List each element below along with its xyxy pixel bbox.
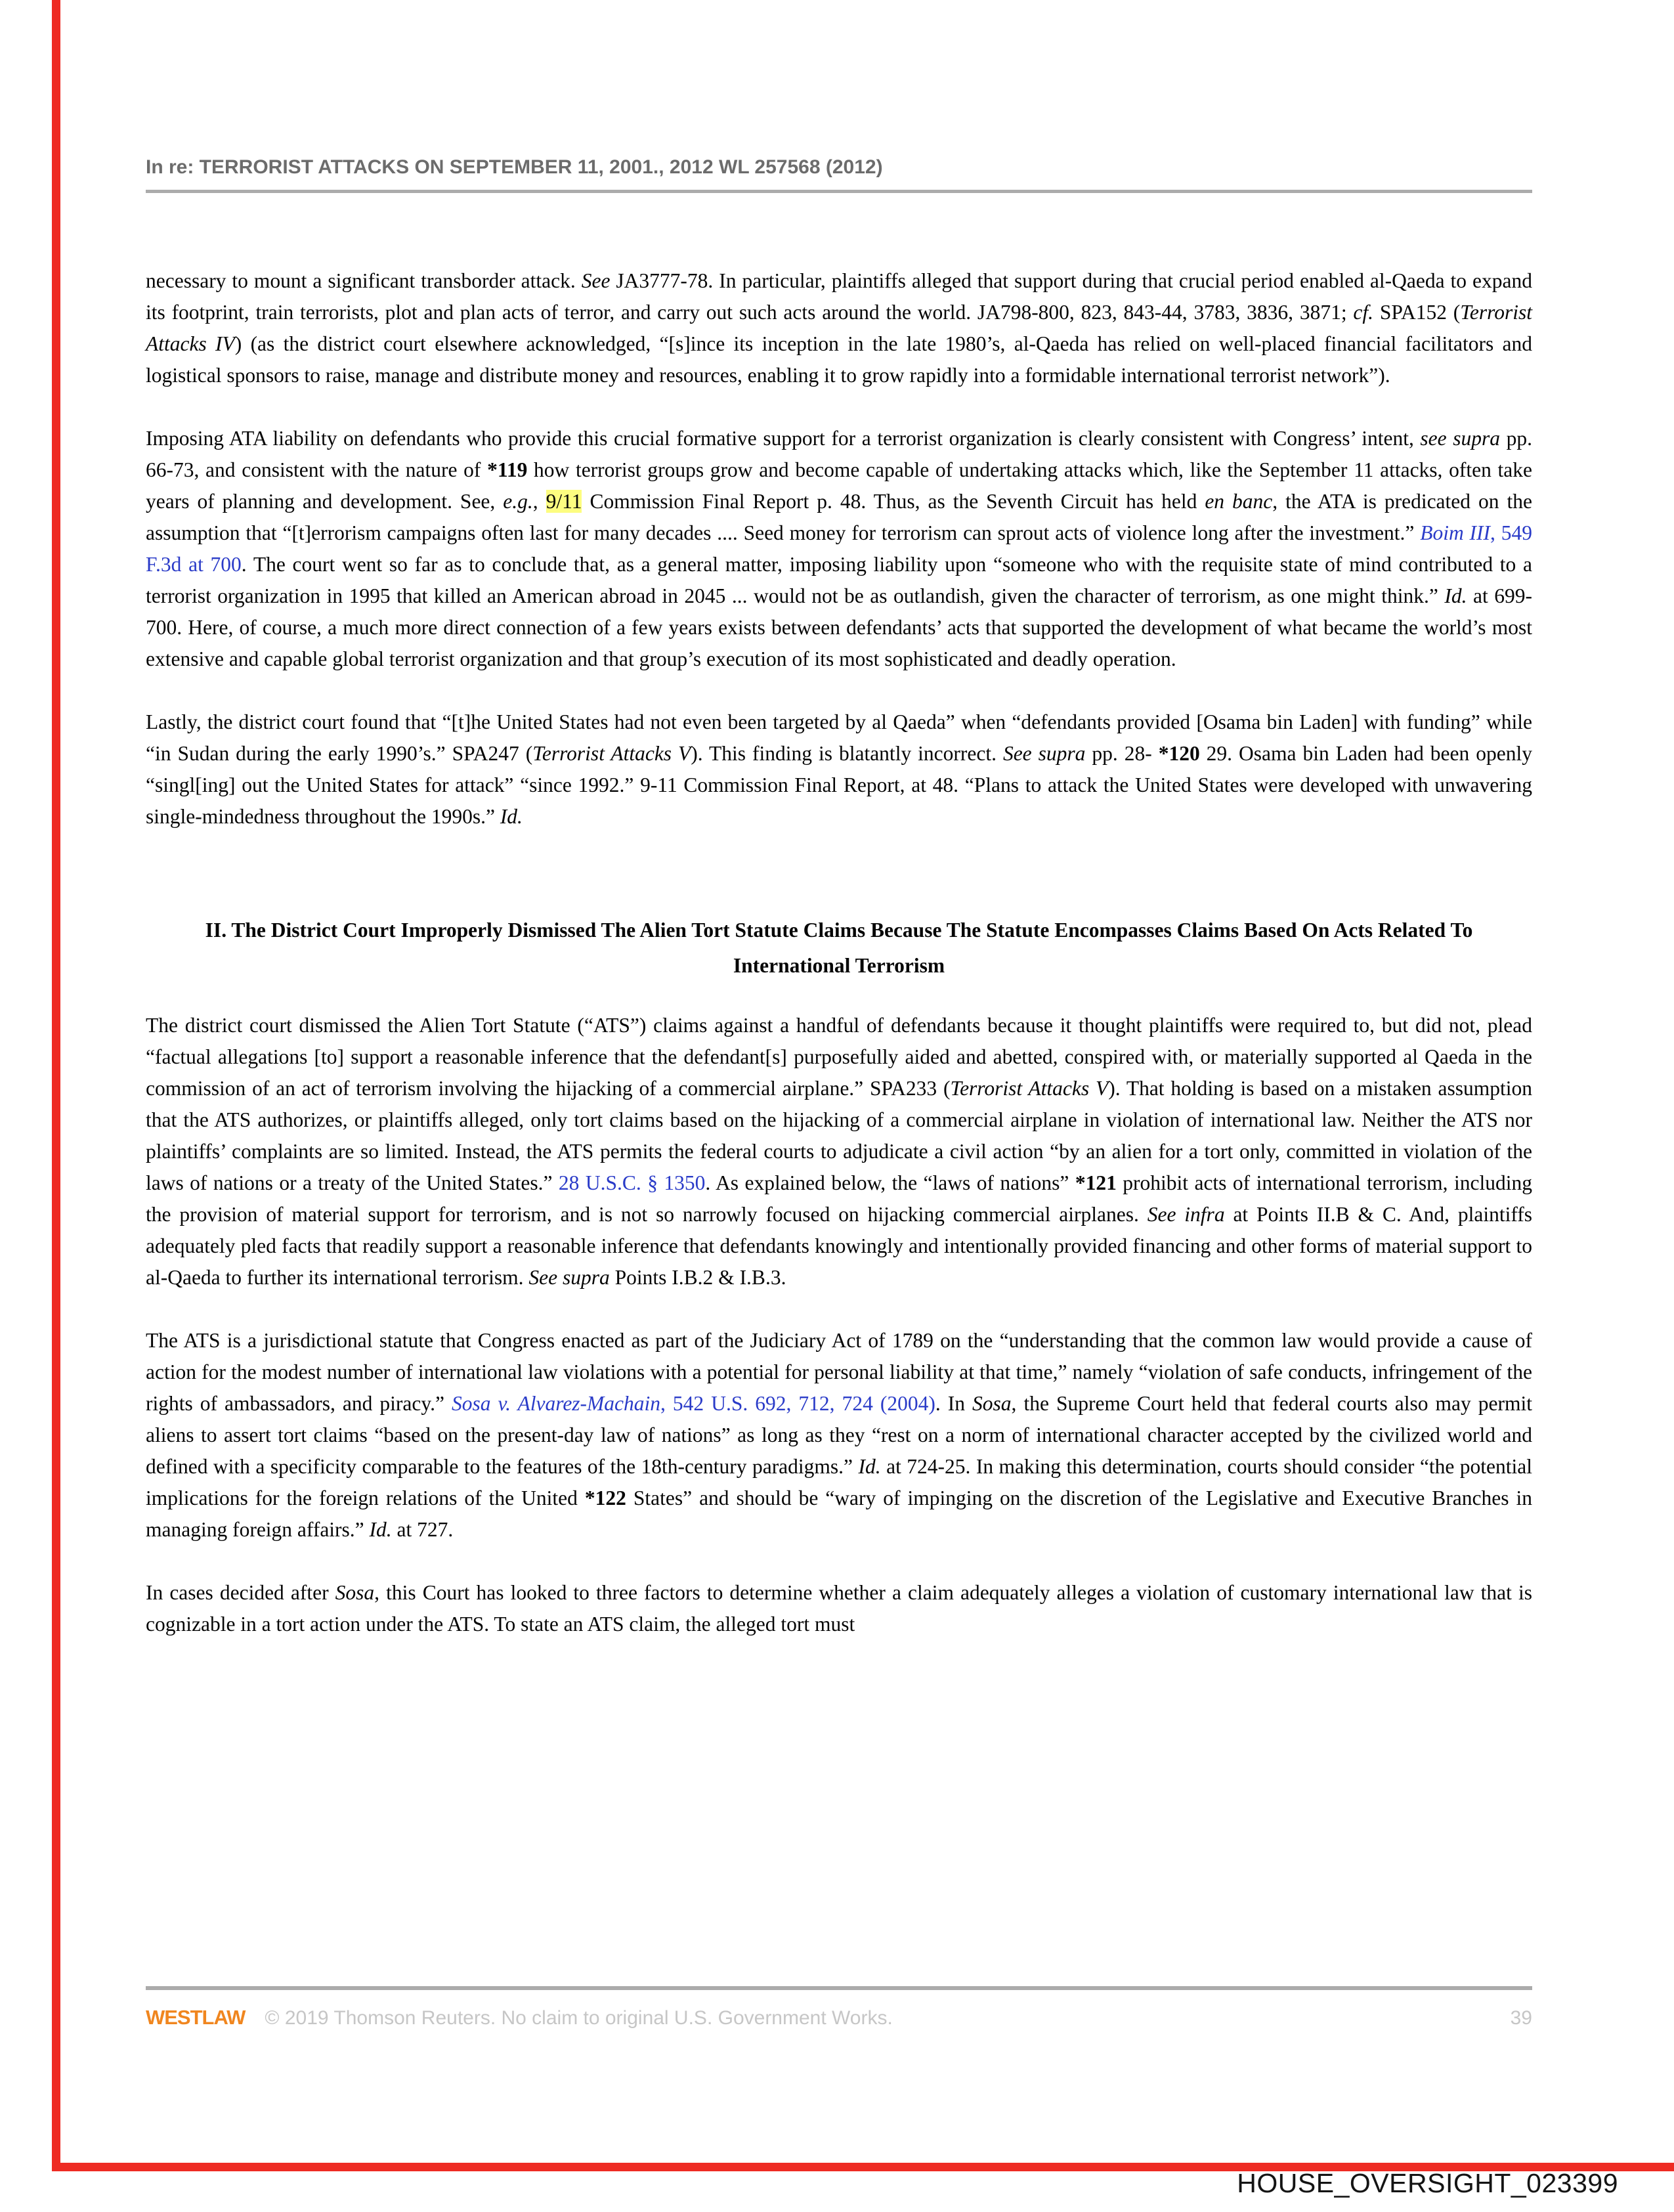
- text-segment: see supra: [1420, 427, 1501, 450]
- text-segment: prohibit acts of international terrorism, including the provision of material support for terrorism, and is not so narrowly focused on hijacking commercial airplanes.: [146, 1171, 1532, 1226]
- text-segment: . In: [935, 1392, 973, 1415]
- text-segment: Id.: [500, 805, 523, 828]
- text-segment: pp. 28-: [1085, 742, 1159, 765]
- header-divider: [146, 190, 1532, 193]
- text-segment: , the ATA is predicated on the assumption that “[t]errorism campaigns often last for many decades .... Seed money for terrorism can sprout acts of violence long after the investment.”: [146, 490, 1532, 544]
- document-content: [146, 156, 1532, 1672]
- text-segment: *121: [1075, 1171, 1117, 1194]
- text-segment: Commission Final Report p. 48. Thus, as the Seventh Circuit has held: [582, 490, 1205, 513]
- text-segment: The ATS is a jurisdictional statute that Congress enacted as part of the Judiciary Act of 1789 on the “understanding that the common law would provide a cause of action for the modest number of international law violations with a potential for personal liability at that time,” namely “violation of safe conducts, infringement of the rights of ambassadors, and piracy.”: [146, 1329, 1532, 1415]
- text-segment: Sosa: [335, 1581, 375, 1604]
- citation-link[interactable]: , 542 U.S. 692, 712, 724 (2004): [660, 1392, 935, 1415]
- text-segment: at 699-700. Here, of course, a much more direct connection of a few years exists between defendants’ acts that supported the development of what became the world’s most extensive and capable global terrorist organization and that group’s execution of its most sophisticated and deadly operation.: [146, 584, 1532, 670]
- text-segment: The district court dismissed the Alien Tort Statute (“ATS”) claims against a handful of defendants because it thought plaintiffs were required to, but did not, plead “factual allegations [to] support a reasonable inference that the defendant[s] purposefully aided and abetted, conspired with, or materially supported al Qaeda in the commission of an act of terrorism involving the hijacking of a commercial airplane.” SPA233 (: [146, 1014, 1532, 1100]
- text-segment: See: [581, 269, 611, 292]
- page-number: 39: [1510, 2007, 1532, 2029]
- text-segment: , this Court has looked to three factors to determine whether a claim adequately alleges a violation of customary international law that is cognizable in a tort action under the ATS. To state an ATS claim, the alleged tort must: [146, 1581, 1532, 1636]
- text-segment: ) (as the district court elsewhere acknowledged, “[s]ince its inception in the late 1980’s, al-Qaeda has relied on well-placed financial facilitators and logistical sponsors to raise, manage and distribute money and resources, enabling it to grow rapidly into a formidable international terrorist network”).: [146, 332, 1532, 387]
- highlighted-text: 9/11: [546, 490, 582, 513]
- body-paragraph: [146, 1577, 1532, 1640]
- text-segment: Points I.B.2 & I.B.3.: [609, 1266, 786, 1289]
- text-segment: Terrorist Attacks IV: [146, 301, 1532, 355]
- text-segment: See supra: [528, 1266, 610, 1289]
- text-segment: See infra: [1147, 1203, 1225, 1226]
- text-segment: 29. Osama bin Laden had been openly “singl[ing] out the United States for attack” “since 1992.” 9-11 Commission Final Report, at 48. “Plans to attack the United States were developed with unwavering single-mindedness throughout the 1990s.”: [146, 742, 1532, 828]
- section-heading: II. The District Court Improperly Dismissed The Alien Tort Statute Claims Because The Statute Encompasses Claims Based On Acts Related To International Terrorism: [205, 919, 1473, 977]
- text-segment: ). This finding is blatantly incorrect.: [691, 742, 1003, 765]
- text-segment: *120: [1158, 742, 1200, 765]
- text-segment: cf.: [1353, 301, 1374, 324]
- text-segment: Lastly, the district court found that “[t]he United States had not even been targeted by al Qaeda” when “defendants provided [Osama bin Laden] with funding” while “in Sudan during the early 1990’s.” SPA247 (: [146, 710, 1532, 765]
- body-paragraph: [146, 265, 1532, 391]
- case-citation-header: In re: TERRORIST ATTACKS ON SEPTEMBER 11, 2001., 2012 WL 257568 (2012): [146, 156, 883, 178]
- footer-divider: [146, 1986, 1532, 1990]
- text-segment: e.g.: [503, 490, 533, 513]
- text-segment: States” and should be “wary of impinging on the discretion of the Legislative and Executive Branches in managing foreign affairs.”: [146, 1486, 1533, 1541]
- bates-stamp: HOUSE_OVERSIGHT_023399: [1237, 2168, 1618, 2198]
- text-segment: , the Supreme Court held that federal courts also may permit aliens to assert tort claims “based on the present-day law of nations” as long as they “rest on a norm of international character accepted by the civilized world and defined with a specificity comparable to the features of the 18th-century paradigms.”: [146, 1392, 1533, 1478]
- text-segment: en banc: [1205, 490, 1273, 513]
- body-paragraph: [146, 423, 1532, 675]
- text-segment: ). That holding is based on a mistaken assumption that the ATS authorizes, or plaintiffs alleged, only tort claims based on the hijacking of a commercial airplane in violation of international law. Neither the ATS nor plaintiffs’ complaints are so limited. Instead, the ATS permits the federal courts to adjudicate a civil action “by an alien for a tort only, committed in violation of the laws of nations or a treaty of the United States.”: [146, 1077, 1532, 1194]
- citation-link[interactable]: Boim III: [1420, 521, 1491, 544]
- body-paragraph: [146, 706, 1532, 833]
- text-segment: In cases decided after: [146, 1581, 335, 1604]
- text-segment: ,: [532, 490, 546, 513]
- body-paragraph: [146, 1325, 1532, 1546]
- citation-link[interactable]: 28 U.S.C. § 1350: [558, 1171, 706, 1194]
- text-segment: how terrorist groups grow and become capable of undertaking attacks which, like the September 11 attacks, often take years of planning and development. See,: [146, 458, 1532, 513]
- text-segment: at Points II.B & C. And, plaintiffs adequately pled facts that readily support a reasonable inference that defendants knowingly and intentionally provided financing and other forms of material support to al-Qaeda to further its international terrorism.: [146, 1203, 1532, 1289]
- text-segment: Sosa: [972, 1392, 1012, 1415]
- westlaw-logo: WESTLAW: [146, 2006, 246, 2029]
- text-segment: See supra: [1002, 742, 1086, 765]
- text-segment: SPA152 (: [1373, 301, 1461, 324]
- text-segment: at 724-25. In making this determination, courts should consider “the potential implications for the foreign relations of the United: [146, 1455, 1532, 1509]
- text-segment: Id.: [1444, 584, 1467, 607]
- text-segment: Id.: [369, 1518, 392, 1541]
- text-segment: *119: [487, 458, 528, 481]
- text-segment: . As explained below, the “laws of nations”: [705, 1171, 1075, 1194]
- text-segment: Terrorist Attacks V: [532, 742, 691, 765]
- body-paragraph: [146, 1010, 1532, 1293]
- text-segment: . The court went so far as to conclude that, as a general matter, imposing liability upon “someone who with the requisite state of mind contributed to a terrorist organization in 1995 that killed an American abroad in 2045 ... would not be as outlandish, given the character of terrorism, as one might think.”: [146, 553, 1532, 607]
- text-segment: pp. 66-73, and consistent with the nature of: [146, 427, 1532, 481]
- citation-link[interactable]: , 549 F.3d at 700: [146, 521, 1532, 576]
- text-segment: Id.: [858, 1455, 881, 1478]
- redline-left-border: [52, 0, 60, 2171]
- text-segment: necessary to mount a significant transborder attack.: [146, 269, 582, 292]
- text-segment: at 727.: [391, 1518, 454, 1541]
- copyright-notice: © 2019 Thomson Reuters. No claim to original U.S. Government Works.: [265, 2007, 893, 2029]
- text-segment: JA3777-78. In particular, plaintiffs alleged that support during that crucial period enabled al-Qaeda to expand its footprint, train terrorists, plot and plan acts of terror, and carry out such acts around the world. JA798-800, 823, 843-44, 3783, 3836, 3871;: [146, 269, 1532, 324]
- text-segment: *122: [584, 1486, 626, 1509]
- text-segment: Imposing ATA liability on defendants who provide this crucial formative support for a terrorist organization is clearly consistent with Congress’ intent,: [146, 427, 1421, 450]
- citation-link[interactable]: Sosa v. Alvarez-Machain: [451, 1392, 661, 1415]
- page-footer: [146, 1986, 1532, 2029]
- text-segment: Terrorist Attacks V: [950, 1077, 1109, 1100]
